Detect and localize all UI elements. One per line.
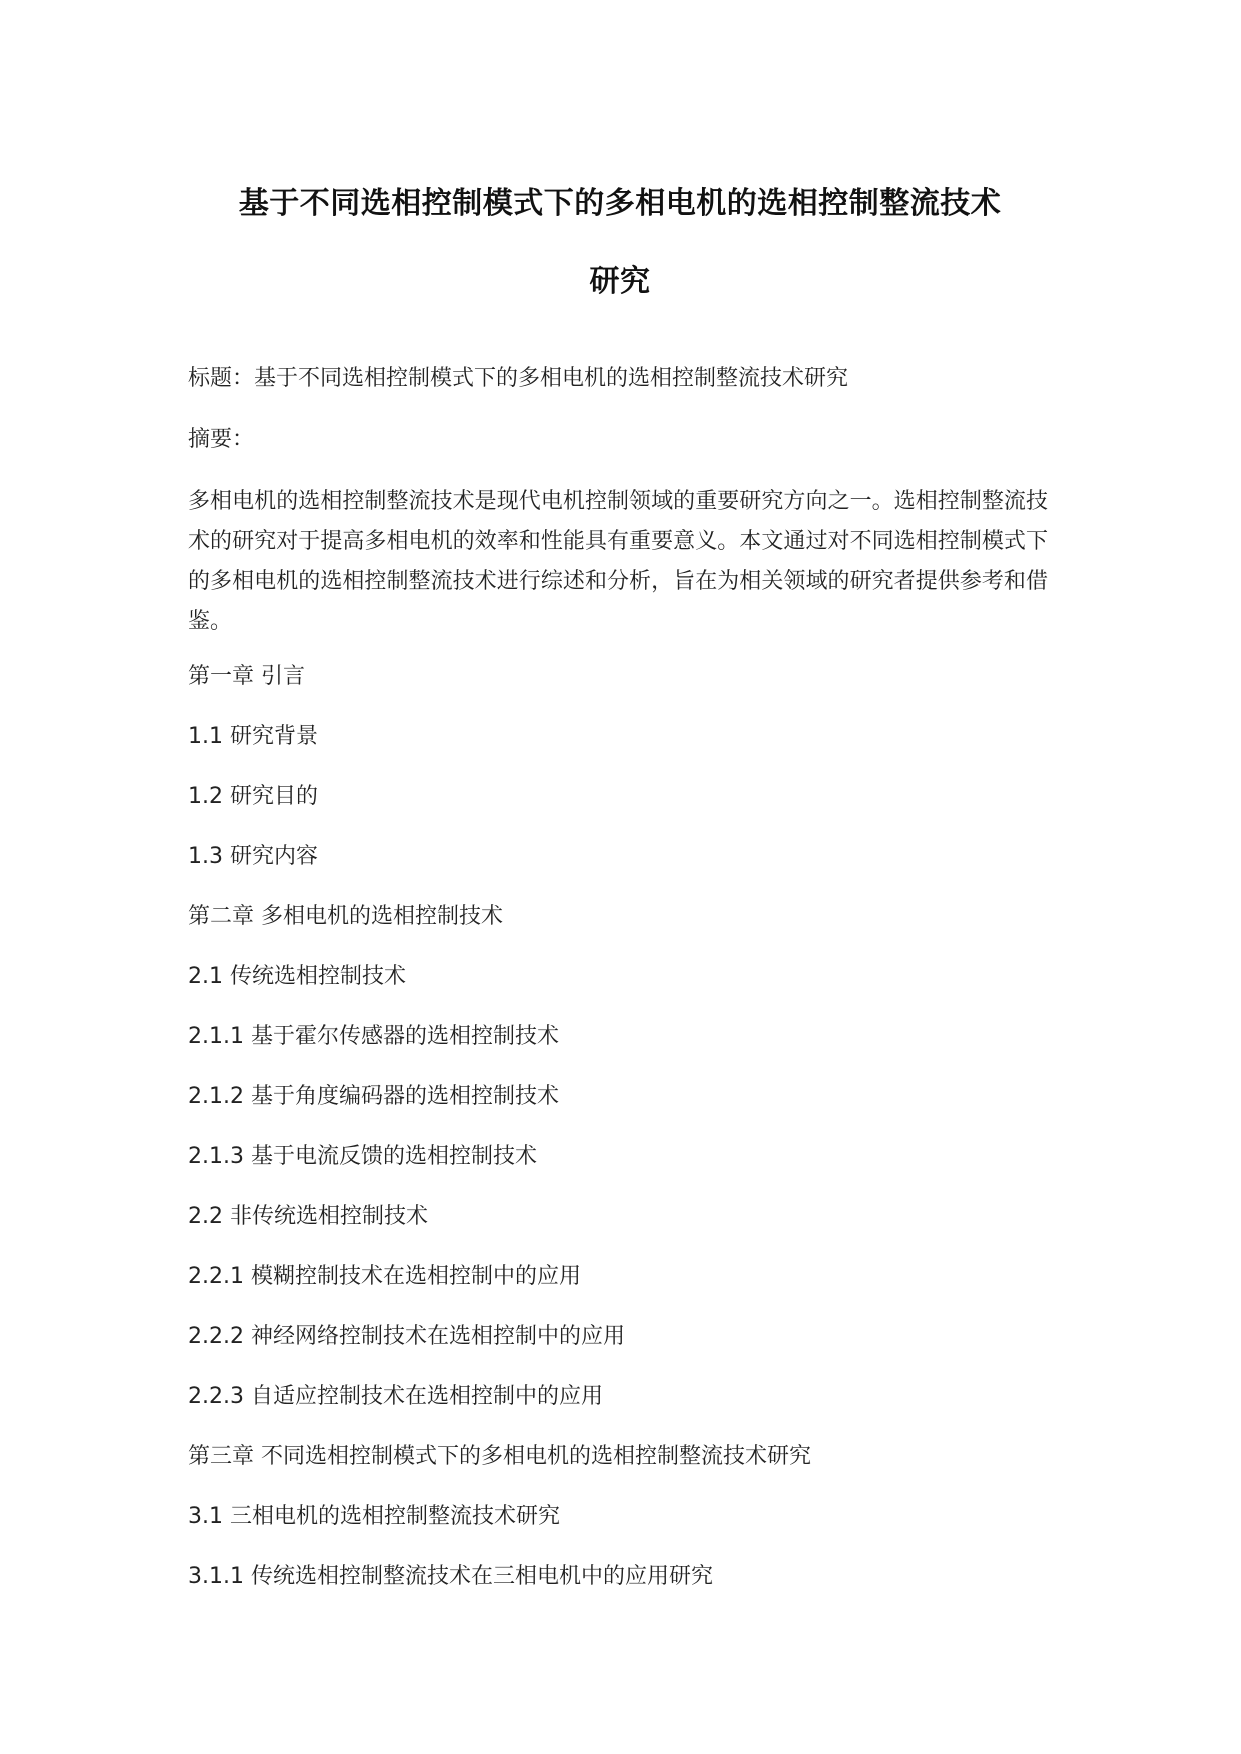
outline-section-2-2: 2.2 非传统选相控制技术 bbox=[188, 1204, 428, 1229]
outline-chapter-1: 第一章 引言 bbox=[188, 664, 305, 689]
outline-section-2-1-2: 2.1.2 基于角度编码器的选相控制技术 bbox=[188, 1084, 559, 1109]
outline-list bbox=[188, 658, 1048, 1596]
document-body bbox=[188, 360, 1048, 1618]
outline-section-3-1-1: 3.1.1 传统选相控制整流技术在三相电机中的应用研究 bbox=[188, 1564, 713, 1589]
outline-section-3-1: 3.1 三相电机的选相控制整流技术研究 bbox=[188, 1504, 560, 1529]
outline-section-2-2-3: 2.2.3 自适应控制技术在选相控制中的应用 bbox=[188, 1384, 603, 1409]
outline-section-1-3: 1.3 研究内容 bbox=[188, 844, 318, 869]
outline-section-2-2-1: 2.2.1 模糊控制技术在选相控制中的应用 bbox=[188, 1264, 581, 1289]
outline-section-1-2: 1.2 研究目的 bbox=[188, 784, 318, 809]
outline-section-2-2-2: 2.2.2 神经网络控制技术在选相控制中的应用 bbox=[188, 1324, 625, 1349]
outline-chapter-2: 第二章 多相电机的选相控制技术 bbox=[188, 904, 503, 929]
outline-section-2-1-3: 2.1.3 基于电流反馈的选相控制技术 bbox=[188, 1144, 537, 1169]
document-title-line-2: 研究 bbox=[589, 264, 651, 299]
document-title-line-1: 基于不同选相控制模式下的多相电机的选相控制整流技术 bbox=[238, 186, 1002, 221]
outline-chapter-3: 第三章 不同选相控制模式下的多相电机的选相控制整流技术研究 bbox=[188, 1444, 811, 1469]
subject-line: 标题：基于不同选相控制模式下的多相电机的选相控制整流技术研究 bbox=[188, 366, 849, 391]
outline-section-1-1: 1.1 研究背景 bbox=[188, 724, 318, 749]
outline-section-2-1: 2.1 传统选相控制技术 bbox=[188, 964, 406, 989]
outline-section-2-1-1: 2.1.1 基于霍尔传感器的选相控制技术 bbox=[188, 1024, 559, 1049]
abstract-paragraph: 多相电机的选相控制整流技术是现代电机控制领域的重要研究方向之一。选相控制整流技术的研究对于提高多相电机的效率和性能具有重要意义。本文通过对不同选相控制模式下的多相电机的选相控制整流技术进行综述和分析，旨在为相关领域的研究者提供参考和借鉴。 bbox=[188, 489, 1048, 634]
abstract-heading: 摘要： bbox=[188, 427, 255, 452]
